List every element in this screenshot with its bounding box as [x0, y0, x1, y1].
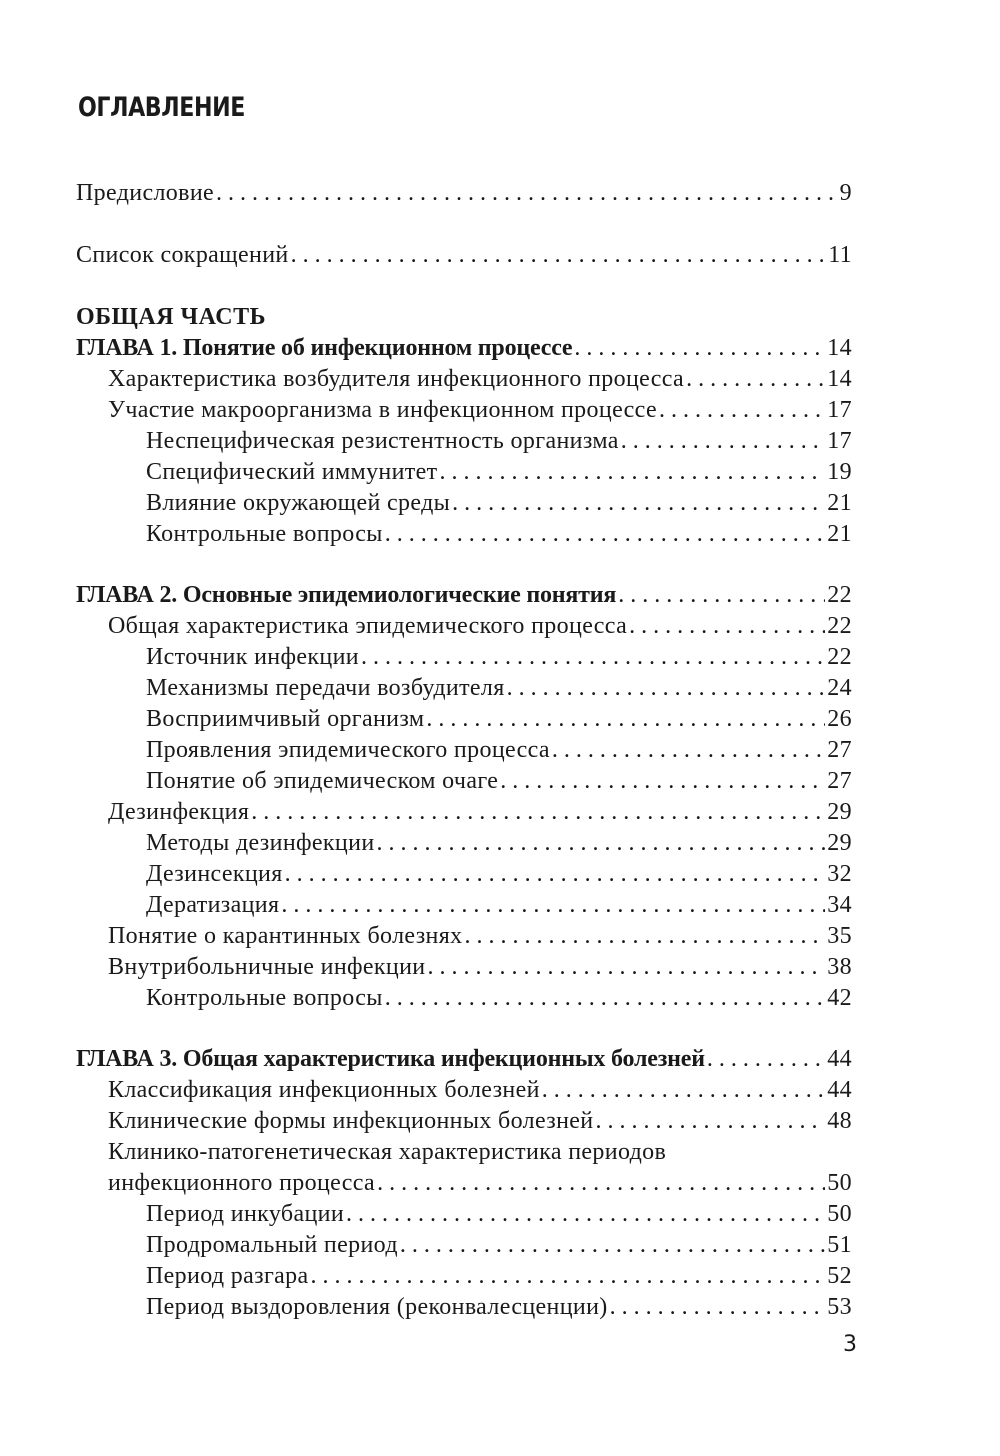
toc-entry-title: Контрольные вопросы [146, 985, 383, 1011]
toc-leader-dots [377, 1168, 825, 1199]
toc-entry-page: 32 [827, 861, 852, 887]
toc-entry-page: 22 [827, 582, 852, 608]
toc-entry-page: 22 [827, 613, 852, 639]
toc-entry-title: Предисловие [76, 180, 215, 206]
toc-leader-dots [659, 395, 825, 426]
toc-entry-title: Дератизация [146, 892, 280, 918]
toc-entry[interactable] [108, 952, 852, 983]
toc-entry[interactable] [146, 735, 852, 766]
toc-chapter-title: ГЛАВА 2. Основные эпидемиологические понятия [76, 582, 617, 608]
toc-entry-title: Список сокращений [76, 242, 289, 268]
toc-leader-dots [400, 1230, 825, 1261]
toc-leader-dots [621, 426, 826, 457]
toc-leader-dots [251, 797, 825, 828]
toc-leader-dots [629, 611, 825, 642]
toc-entry-page: 19 [827, 459, 852, 485]
page-number: 3 [843, 1332, 857, 1357]
toc-leader-dots [552, 735, 825, 766]
toc-entry-page: 21 [827, 490, 852, 516]
toc-leader-dots [500, 766, 825, 797]
toc-entry[interactable] [146, 1230, 852, 1261]
toc-entry-page: 51 [827, 1232, 852, 1258]
toc-entry[interactable] [108, 921, 852, 952]
toc-entry-title: Внутрибольничные инфекции [108, 954, 426, 980]
toc-chapter-1[interactable] [76, 333, 852, 364]
toc-entry-page: 44 [827, 1077, 852, 1103]
page-title: ОГЛАВЛЕНИЕ [78, 92, 245, 123]
toc-leader-dots [595, 1106, 825, 1137]
toc-leader-dots [610, 1292, 826, 1323]
toc-leader-dots [574, 333, 825, 364]
toc-entry-title: Методы дезинфекции [146, 830, 375, 856]
toc-leader-dots [426, 704, 825, 735]
toc-entry-page: 17 [827, 397, 852, 423]
toc-leader-dots [216, 178, 838, 209]
toc-entry-title: Понятие о карантинных болезнях [108, 923, 463, 949]
toc-entry-page: 21 [827, 521, 852, 547]
toc-entry[interactable] [108, 1168, 852, 1199]
toc-entry-title: Специфический иммунитет [146, 459, 438, 485]
toc-entry-page: 34 [827, 892, 852, 918]
toc-entry[interactable] [146, 1261, 852, 1292]
toc-entry[interactable] [108, 1075, 852, 1106]
toc-entry-page: 9 [839, 180, 852, 206]
toc-entry[interactable] [146, 519, 852, 550]
toc-entry-preface[interactable] [76, 178, 852, 209]
toc-leader-dots [507, 673, 826, 704]
toc-entry-page: 38 [827, 954, 852, 980]
toc-leader-dots [311, 1261, 826, 1292]
toc-entry-title: Участие макроорганизма в инфекционном процессе [108, 397, 657, 423]
toc-leader-dots [707, 1044, 825, 1075]
toc-entry-title: Восприимчивый организм [146, 706, 425, 732]
toc-leader-dots [385, 983, 826, 1014]
toc-entry-title-line1[interactable]: Клинико-патогенетическая характеристика периодов [108, 1139, 667, 1165]
toc-leader-dots [618, 580, 825, 611]
toc-chapter-3[interactable] [76, 1044, 852, 1075]
toc-entry-page: 52 [827, 1263, 852, 1289]
toc-leader-dots [285, 859, 826, 890]
toc-entry-page: 14 [827, 335, 852, 361]
toc-leader-dots [686, 364, 825, 395]
toc-entry-page: 24 [827, 675, 852, 701]
toc-entry[interactable] [146, 704, 852, 735]
toc-entry-page: 26 [827, 706, 852, 732]
toc-entry[interactable] [146, 983, 852, 1014]
toc-leader-dots [346, 1199, 825, 1230]
toc-chapter-title: ГЛАВА 3. Общая характеристика инфекционных болезней [76, 1046, 705, 1072]
toc-entry-abbreviations[interactable] [76, 240, 852, 271]
toc-entry[interactable] [146, 457, 852, 488]
toc-entry[interactable] [146, 859, 852, 890]
toc-entry-title: Неспецифическая резистентность организма [146, 428, 619, 454]
toc-entry-page: 22 [827, 644, 852, 670]
toc-entry[interactable] [146, 890, 852, 921]
toc-leader-dots [428, 952, 826, 983]
toc-entry-title: Классификация инфекционных болезней [108, 1077, 540, 1103]
toc-entry-title: Продромальный период [146, 1232, 398, 1258]
toc-entry[interactable] [146, 1292, 852, 1323]
toc-entry-page: 53 [827, 1294, 852, 1320]
toc-entry-page: 17 [827, 428, 852, 454]
toc-entry[interactable] [108, 1106, 852, 1137]
toc-entry-page: 27 [827, 768, 852, 794]
toc-entry[interactable] [146, 488, 852, 519]
toc-entry-page: 11 [828, 242, 852, 268]
toc-entry-page: 27 [827, 737, 852, 763]
toc-chapter-2[interactable] [76, 580, 852, 611]
toc-entry-title: Клинические формы инфекционных болезней [108, 1108, 594, 1134]
toc-entry-page: 48 [827, 1108, 852, 1134]
toc-entry-title-continuation: инфекционного процесса [108, 1170, 376, 1196]
toc-entry-title: Дезинфекция [108, 799, 250, 825]
toc-entry-title: Общая характеристика эпидемического процесса [108, 613, 628, 639]
toc-entry-title: Период выздоровления (реконвалесценции) [146, 1294, 608, 1320]
toc-entry-title: Источник инфекции [146, 644, 359, 670]
toc-entry[interactable] [108, 395, 852, 426]
toc-entry-page: 29 [827, 830, 852, 856]
toc-leader-dots [452, 488, 825, 519]
toc-leader-dots [281, 890, 825, 921]
toc-entry-title: Проявления эпидемического процесса [146, 737, 550, 763]
toc-entry[interactable] [146, 1199, 852, 1230]
toc-leader-dots [361, 642, 825, 673]
toc-entry-title: Понятие об эпидемическом очаге [146, 768, 499, 794]
toc-leader-dots [385, 519, 826, 550]
toc-entry-page: 14 [827, 366, 852, 392]
toc-entry[interactable] [108, 797, 852, 828]
toc-leader-dots [542, 1075, 826, 1106]
toc-leader-dots [440, 457, 826, 488]
section-heading: ОБЩАЯ ЧАСТЬ [76, 304, 267, 330]
toc-entry-title: Дезинсекция [146, 861, 283, 887]
toc-entry-page: 29 [827, 799, 852, 825]
toc-entry-page: 50 [827, 1201, 852, 1227]
toc-entry-page: 42 [827, 985, 852, 1011]
toc-entry-title: Механизмы передачи возбудителя [146, 675, 505, 701]
toc-entry[interactable] [108, 611, 852, 642]
toc-entry-title: Влияние окружающей среды [146, 490, 451, 516]
toc-entry[interactable] [146, 766, 852, 797]
toc-entry-page: 44 [827, 1046, 852, 1072]
toc-entry[interactable] [108, 364, 852, 395]
toc-entry-title: Период инкубации [146, 1201, 345, 1227]
toc-entry[interactable] [146, 828, 852, 859]
toc-chapter-title: ГЛАВА 1. Понятие об инфекционном процессе [76, 335, 573, 361]
toc-entry[interactable] [146, 426, 852, 457]
toc-entry-title: Контрольные вопросы [146, 521, 383, 547]
toc-leader-dots [291, 240, 827, 271]
toc-entry-title: Период разгара [146, 1263, 309, 1289]
toc-leader-dots [464, 921, 825, 952]
toc-entry[interactable] [146, 673, 852, 704]
toc-entry-page: 50 [827, 1170, 852, 1196]
toc-entry-page: 35 [827, 923, 852, 949]
toc-entry[interactable] [146, 642, 852, 673]
toc-entry-title: Характеристика возбудителя инфекционного процесса [108, 366, 685, 392]
toc-leader-dots [377, 828, 826, 859]
